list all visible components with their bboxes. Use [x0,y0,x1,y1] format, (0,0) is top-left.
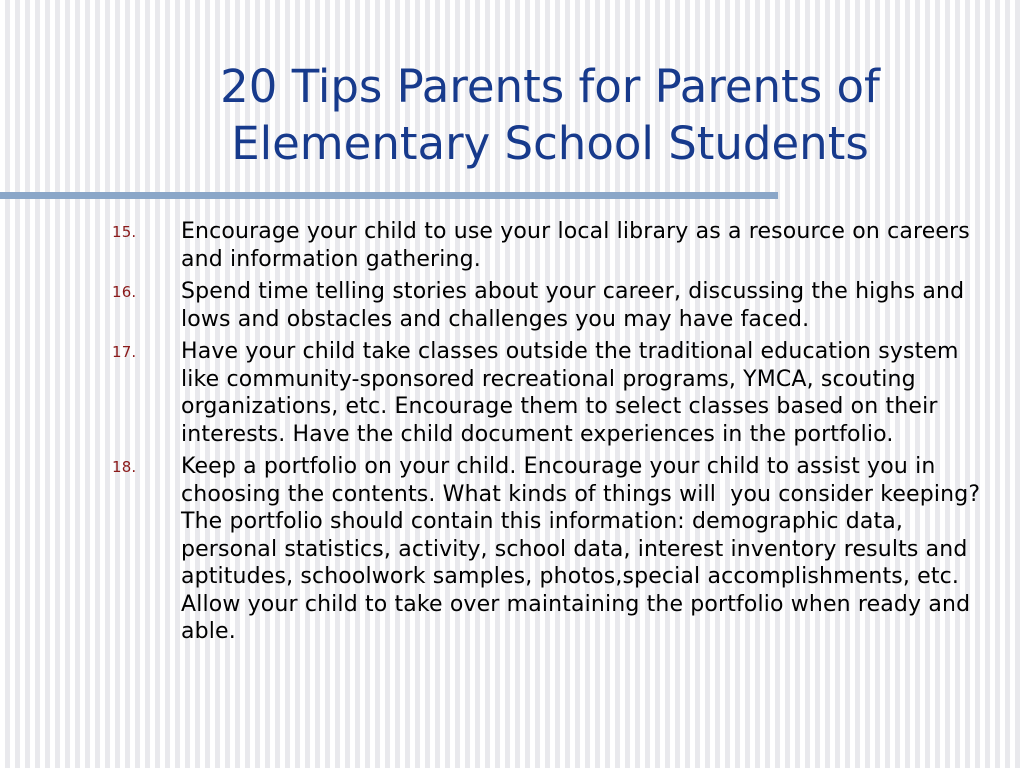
list-item-tip-18 [112,453,1002,646]
tip-number: 16. [112,283,137,301]
tip-text: Encourage your child to use your local library as a resource on careers and information gathering. [181,219,978,272]
list-item-tip-15 [112,218,1002,273]
list-item-tip-16 [112,278,1002,333]
slide-title: 20 Tips Parents for Parents of Elementary School Students [220,60,880,170]
tip-number: 15. [112,223,137,241]
title-divider [0,192,778,199]
tip-number: 17. [112,343,137,361]
tip-number: 18. [112,458,137,476]
tips-list [112,218,1002,651]
tip-text: Keep a portfolio on your child. Encourage your child to assist you in choosing the contents. What kinds of things will you consider keeping? The portfolio should contain this information: demographic data, personal statistics, activity, school data, interest inventory results and aptitudes, schoolwork samples, photos,special accomplishments, etc. Allow your child to take over maintaining the portfolio when ready and able. [181,454,988,644]
tip-text: Have your child take classes outside the traditional education system like community-sponsored recreational programs, YMCA, scouting organizations, etc. Encourage them to select classes based on their interests. Have the child document experiences in the portfolio. [181,339,966,447]
tip-text: Spend time telling stories about your career, discussing the highs and lows and obstacles and challenges you may have faced. [181,279,972,332]
list-item-tip-17 [112,338,1002,448]
